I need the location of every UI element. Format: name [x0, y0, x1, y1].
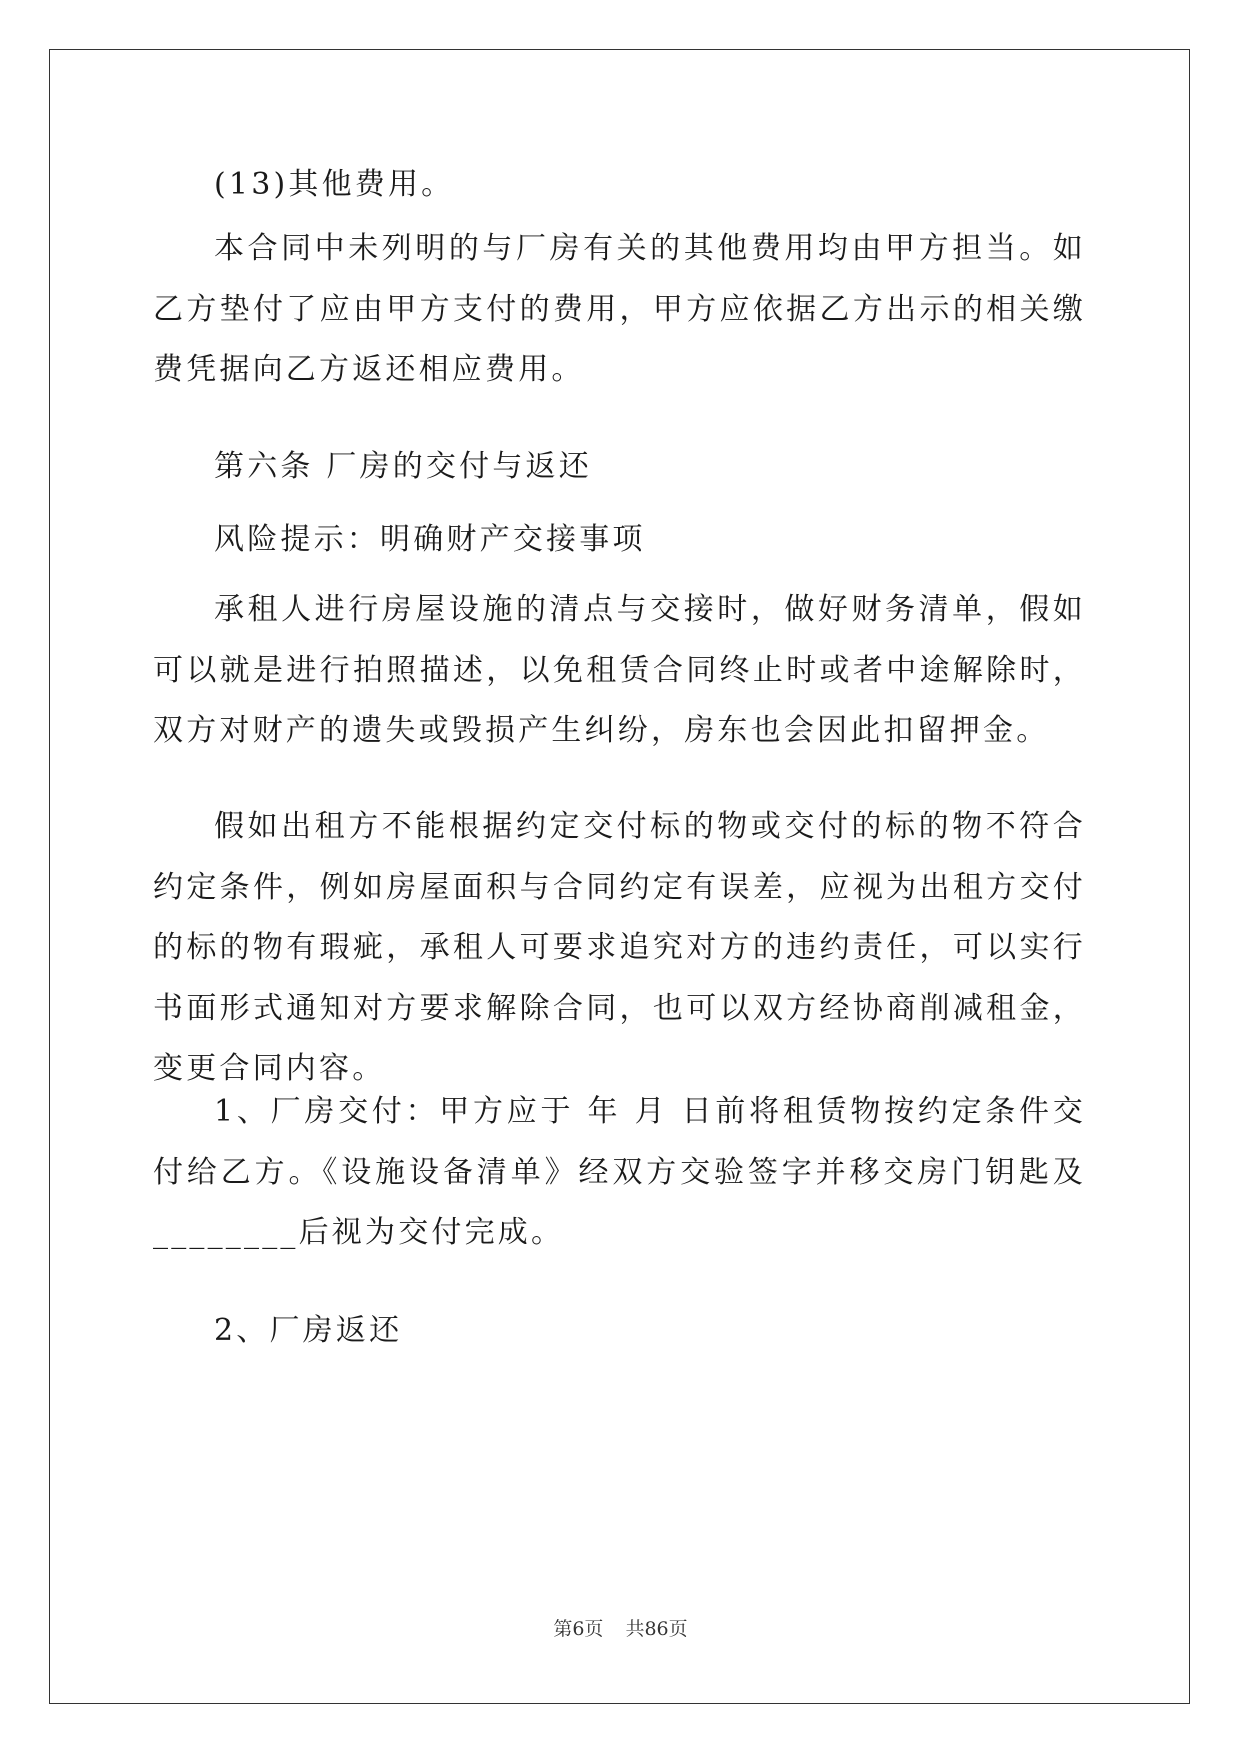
paragraph-factory-delivery: 1、厂房交付：甲方应于 年 月 日前将租赁物按约定条件交付给乙方。《设施设备清单》经双方交验签字并移交房门钥匙及________后视为交付完成。 [153, 1094, 1086, 1250]
article-six-heading: 第六条 厂房的交付与返还 [214, 449, 592, 484]
paragraph-factory-return: 2、厂房返还 [214, 1313, 403, 1348]
page-footer [0, 1614, 1241, 1641]
total-page-count: 共86页 [625, 1618, 688, 1640]
paragraph-handover-inventory: 承租人进行房屋设施的清点与交接时，做好财务清单，假如可以就是进行拍照描述，以免租赁合同终止时或者中途解除时，双方对财产的遗失或毁损产生纠纷，房东也会因此扣留押金。 [153, 592, 1086, 748]
paragraph-other-fees-heading: (13)其他费用。 [214, 167, 455, 202]
paragraph-defect-liability: 假如出租方不能根据约定交付标的物或交付的标的物不符合约定条件，例如房屋面积与合同约定有误差，应视为出租方交付的标的物有瑕疵，承租人可要求追究对方的违约责任，可以实行书面形式通知对方要求解除合同，也可以双方经协商削减租金，变更合同内容。 [153, 809, 1086, 1086]
paragraph-other-fees: 本合同中未列明的与厂房有关的其他费用均由甲方担当。如乙方垫付了应由甲方支付的费用，甲方应依据乙方出示的相关缴费凭据向乙方返还相应费用。 [153, 231, 1086, 387]
current-page-number: 第6页 [553, 1618, 604, 1640]
risk-tip-heading: 风险提示：明确财产交接事项 [214, 522, 646, 557]
